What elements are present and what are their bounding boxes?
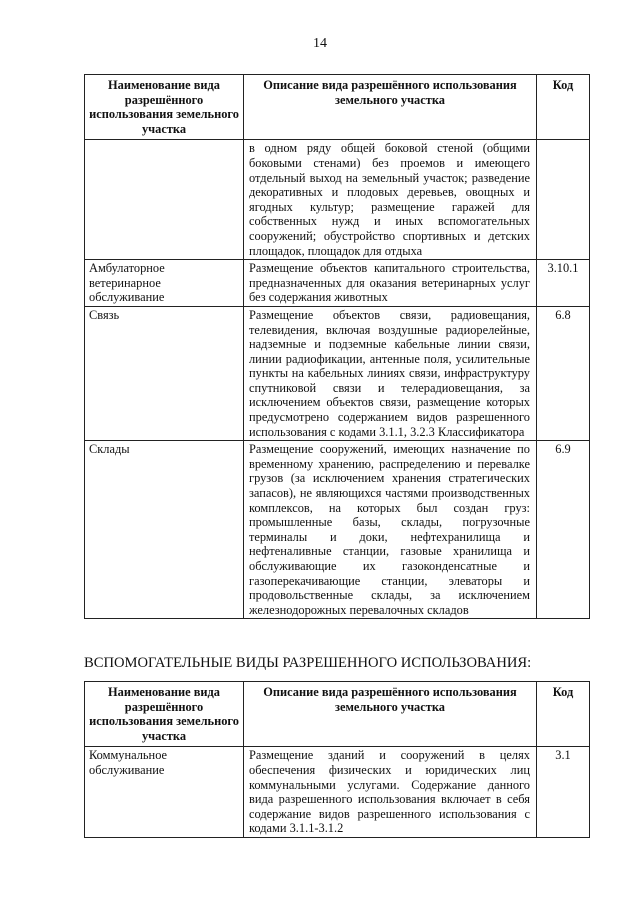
table-row [85, 260, 590, 307]
table-header-row [85, 75, 590, 140]
section-title: ВСПОМОГАТЕЛЬНЫЕ ВИДЫ РАЗРЕШЕННОГО ИСПОЛЬЗОВАНИЯ: [84, 655, 532, 671]
row-description: Размещение сооружений, имеющих назначение по временному хранению, распределению и перевалке грузов (за исключением хранения стратегических запасов), не являющихся частями производственных комплексов, на которых был создан груз: промышленные базы, склады, погрузочные терминалы и доки, нефтехранилища и нефтеналивные станции, газовые хранилища и обслуживающие их газоконденсатные и газоперекачивающие станции, элеваторы и продовольственные склады, за исключением железнодорожных перевалочных складов [244, 441, 537, 619]
row-code: 6.8 [537, 306, 590, 440]
row-name: Связь [85, 306, 244, 440]
header-name: Наименование вида разрешённого использования земельного участка [85, 682, 244, 747]
header-description: Описание вида разрешённого использования земельного участка [244, 75, 537, 140]
row-description: в одном ряду общей боковой стеной (общими боковыми стенами) без проемов и имеющего отдельный выход на земельный участок; разведение декоративных и плодовых деревьев, овощных и ягодных культур; размещение гаражей для собственных нужд и иных вспомогательных сооружений; обустройство спортивных и детских площадок, площадок для отдыха [244, 140, 537, 260]
row-code: 3.1 [537, 747, 590, 838]
row-description: Размещение объектов связи, радиовещания, телевидения, включая воздушные радиорелейные, надземные и подземные кабельные линии связи, линии радиофикации, антенные поля, усилительные пункты на кабельных линиях связи, инфраструктуру спутниковой связи и телерадиовещания, за исключением объектов связи, размещение которых предусмотрено содержанием видов разрешенного использования с кодами 3.1.1, 3.2.3 Классификатора [244, 306, 537, 440]
row-code [537, 140, 590, 260]
header-code: Код [537, 682, 590, 747]
row-code: 3.10.1 [537, 260, 590, 307]
table-row [85, 140, 590, 260]
row-name: Склады [85, 441, 244, 619]
table-row [85, 747, 590, 838]
header-name: Наименование вида разрешённого использования земельного участка [85, 75, 244, 140]
row-name: Амбулаторное ветеринарное обслуживание [85, 260, 244, 307]
header-description: Описание вида разрешённого использования земельного участка [244, 682, 537, 747]
main-use-table [84, 74, 590, 619]
row-description: Размещение объектов капитального строительства, предназначенных для оказания ветеринарных услуг без содержания животных [244, 260, 537, 307]
auxiliary-use-table [84, 681, 590, 838]
row-name [85, 140, 244, 260]
row-code: 6.9 [537, 441, 590, 619]
table-row [85, 306, 590, 440]
table-row [85, 441, 590, 619]
table-header-row [85, 682, 590, 747]
row-name: Коммунальное обслуживание [85, 747, 244, 838]
page-number: 14 [313, 36, 327, 51]
header-code: Код [537, 75, 590, 140]
row-description: Размещение зданий и сооружений в целях обеспечения физических и юридических лиц коммунальными услугами. Содержание данного вида разрешенного использования включает в себя содержание видов разрешенного использования с кодами 3.1.1-3.1.2 [244, 747, 537, 838]
